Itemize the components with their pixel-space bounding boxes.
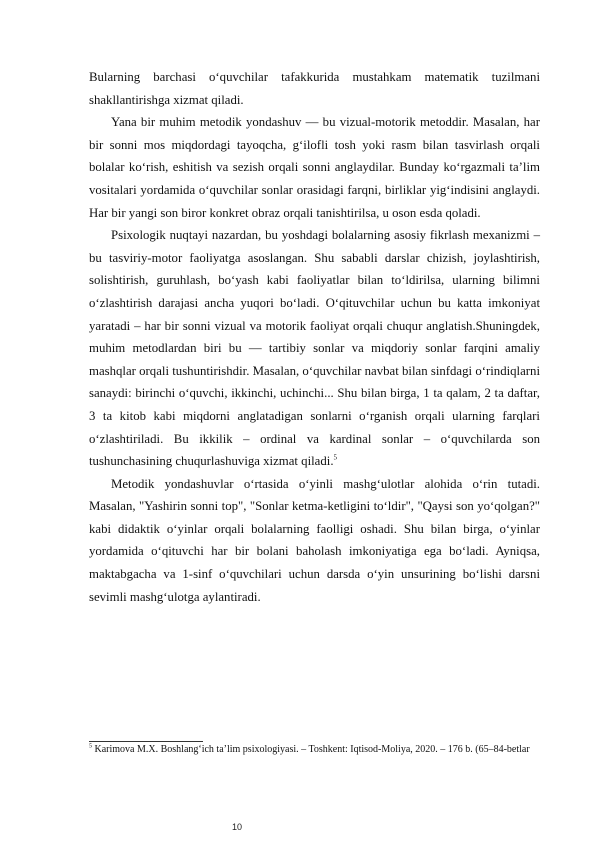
footnote [89, 744, 540, 757]
page-number: 10 [232, 822, 243, 832]
paragraph-1: Bularning barchasi o‘quvchilar tafakkurida mustahkam matematik tuzilmani shakllantirishga xizmat qiladi. [89, 70, 540, 107]
footnote-divider [89, 741, 203, 742]
paragraph-3-text: Psixologik nuqtayi nazardan, bu yoshdagi bolalarning asosiy fikrlash mexanizmi – bu tasviriy-motor faoliyatga asoslangan. Shu sababli darslar chizish, joylashtirish, solishtirish, guruhlash, bo‘yash kabi faoliyatlar bilan to‘ldirilsa, ularning bilimni o‘zlashtirish darajasi ancha yuqori bo‘ladi. O‘qituvchilar uchun bu katta imkoniyat yaratadi – har bir sonni vizual va motorik faoliyat orqali chuqur anglatish.Shuningdek, muhim metodlardan biri bu — tartibiy sonlar va miqdoriy sonlar farqini amaliy mashqlar orqali tushuntirishdir. Masalan, o‘quvchilar navbat bilan sinfdagi o‘rindiqlarni sanaydi: birinchi o‘quvchi, ikkinchi, uchinchi... Shu bilan birga, 1 ta qalam, 2 ta daftar, 3 ta kitob kabi miqdorni anglatadigan sonlarni o‘rganish orqali ularning farqlari o‘zlashtiriladi. Bu ikkilik – ordinal va kardinal sonlar – o‘quvchilarda son tushunchasining chuqurlashuviga xizmat qiladi. [89, 228, 540, 469]
paragraph-3 [89, 224, 540, 473]
footnote-number: 5 [89, 743, 92, 750]
paragraph-4: Metodik yondashuvlar o‘rtasida o‘yinli mashg‘ulotlar alohida o‘rin tutadi. Masalan, "Yashirin sonni top", "Sonlar ketma-ketligini to‘ldir", "Qaysi son yo‘qolgan?" kabi didaktik o‘yinlar orqali bolalarning faolligi oshadi. Shu bilan birga, o‘yinlar yordamida o‘qituvchi har bir bolani baholash imkoniyatiga ega bo‘ladi. Ayniqsa, maktabgacha va 1-sinf o‘quvchilari uchun darsda o‘yin unsurining bo‘lishi darsni sevimli mashg‘ulotga aylantiradi. [89, 476, 540, 604]
footnote-text: Karimova M.X. Boshlang‘ich ta’lim psixologiyasi. – Toshkent: Iqtisod-Moliya, 2020. – 176 b. (65–84-betlar [94, 744, 530, 755]
paragraph-2: Yana bir muhim metodik yondashuv — bu vizual-motorik metoddir. Masalan, har bir sonni mos miqdordagi tayoqcha, g‘ilofli tosh yoki rasm bilan tasvirlash orqali bolalar ko‘rish, eshitish va sezish orqali sonni anglaydilar. Bunday ko‘rgazmali ta’lim vositalari yordamida o‘quvchilar sonlar orasidagi farqni, birliklar yig‘indisini anglaydi. Har bir yangi son biror konkret obraz orqali tanishtirilsa, u oson esda qoladi. [89, 115, 540, 220]
footnote-ref[interactable]: 5 [333, 453, 338, 462]
page-body [89, 66, 540, 608]
